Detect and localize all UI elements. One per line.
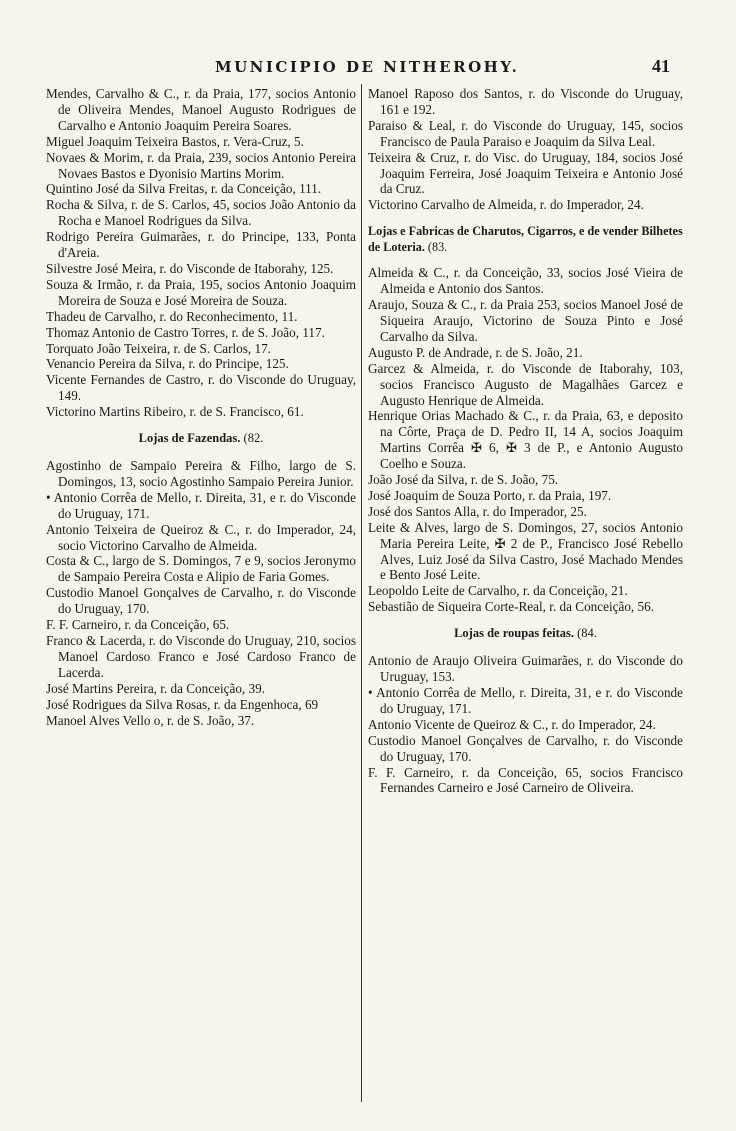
directory-entry: José Joaquim de Souza Porto, r. da Praia, 197.	[368, 487, 612, 503]
left-column	[46, 86, 356, 728]
section-heading-charutos	[368, 223, 683, 255]
directory-entry: Augusto P. de Andrade, r. de S. João, 21.	[368, 344, 583, 360]
section-heading-fazendas	[46, 430, 356, 446]
right-entries-top	[368, 86, 683, 213]
directory-entry: Almeida & C., r. da Conceição, 33, socios José Vieira de Almeida e Antonio dos Santos.	[368, 265, 683, 297]
directory-entry: José Rodrigues da Silva Rosas, r. da Engenhoca, 69	[46, 696, 319, 712]
page-header	[0, 58, 736, 82]
directory-entry: Vicente Fernandes de Castro, r. do Visconde do Uruguay, 149.	[46, 372, 356, 404]
directory-entry: Manoel Alves Vello o, r. de S. João, 37.	[46, 712, 255, 728]
directory-entry: Antonio Vicente de Queiroz & C., r. do Imperador, 24.	[368, 716, 656, 732]
section-title: Lojas e Fabricas de Charutos, Cigarros, e de vender Bilhetes de Loteria.	[368, 224, 683, 255]
right-column	[368, 86, 683, 796]
directory-entry: José dos Santos Alla, r. do Imperador, 25.	[368, 503, 587, 519]
section-heading-roupas	[368, 625, 683, 641]
directory-entry: Leopoldo Leite de Carvalho, r. da Conceição, 21.	[368, 583, 628, 599]
directory-entry: Leite & Alves, largo de S. Domingos, 27, socios Antonio Maria Pereira Leite, ✠ 2 de P., Francisco José Rebello Alves, Luiz José da Silva Castro, José Machado Mendes e Bento José Leite.	[368, 519, 683, 583]
column-divider	[361, 84, 362, 1102]
directory-entry: Paraiso & Leal, r. do Visconde do Uruguay, 145, socios Francisco de Paula Paraiso e Joaquim da Silva Leal.	[368, 117, 683, 149]
section-ref: (84.	[577, 626, 597, 641]
left-entries-top	[46, 86, 356, 420]
directory-entry: Quintino José da Silva Freitas, r. da Conceição, 111.	[46, 181, 322, 197]
section-ref: (82.	[243, 431, 264, 446]
directory-entry: F. F. Carneiro, r. da Conceição, 65, socios Francisco Fernandes Carneiro e José Carneiro de Oliveira.	[368, 764, 683, 796]
directory-entry: • Antonio Corrêa de Mello, r. Direita, 31, e r. do Visconde do Uruguay, 171.	[46, 489, 356, 521]
page-number: 41	[652, 56, 670, 76]
directory-entry: Henrique Orias Machado & C., r. da Praia, 63, e deposito na Côrte, Praça de D. Pedro II, 14 A, socios Joaquim Martins Corrêa ✠ 6, ✠ 3 de P., e Antonio Augusto Coelho e Souza.	[368, 408, 683, 472]
directory-entry: Miguel Joaquim Teixeira Bastos, r. Vera-Cruz, 5.	[46, 133, 304, 149]
directory-entry: Thomaz Antonio de Castro Torres, r. de S. João, 117.	[46, 324, 325, 340]
directory-entry: Teixeira & Cruz, r. do Visc. do Uruguay, 184, socios José Joaquim Ferreira, José Joaquim Teixeira e Antonio José da Cruz.	[368, 149, 683, 197]
section-ref: (83.	[427, 240, 448, 255]
directory-entry: Antonio de Araujo Oliveira Guimarães, r. do Visconde do Uruguay, 153.	[368, 653, 683, 685]
directory-entry: • Antonio Corrêa de Mello, r. Direita, 31, e r. do Visconde do Uruguay, 171.	[368, 685, 683, 716]
directory-entry: Torquato João Teixeira, r. de S. Carlos, 17.	[46, 340, 271, 356]
directory-entry: Novaes & Morim, r. da Praia, 239, socios Antonio Pereira Novaes Bastos e Dyonisio Martins Morim.	[46, 149, 356, 181]
directory-entry: Sebastião de Siqueira Corte-Real, r. da Conceição, 56.	[368, 599, 655, 615]
directory-entry: Souza & Irmão, r. da Praia, 195, socios Antonio Joaquim Moreira de Souza e José Moreira de Souza.	[46, 276, 356, 308]
right-entries-charutos	[368, 265, 683, 615]
page-title: MUNICIPIO DE NITHEROHY.	[215, 58, 520, 76]
directory-entry: Thadeu de Carvalho, r. do Reconhecimento, 11.	[46, 308, 298, 324]
directory-entry: F. F. Carneiro, r. da Conceição, 65.	[46, 617, 230, 633]
directory-entry: Araujo, Souza & C., r. da Praia 253, socios Manoel José de Siqueira Araujo, Victorino de Souza Pinto e José Carvalho da Silva.	[368, 297, 683, 344]
directory-entry: Custodio Manoel Gonçalves de Carvalho, r. do Visconde do Uruguay, 170.	[46, 585, 356, 617]
directory-entry: Manoel Raposo dos Santos, r. do Visconde do Uruguay, 161 e 192.	[368, 86, 683, 117]
directory-entry: Victorino Martins Ribeiro, r. de S. Francisco, 61.	[46, 404, 304, 420]
directory-entry: Victorino Carvalho de Almeida, r. do Imperador, 24.	[368, 197, 644, 213]
directory-entry: Mendes, Carvalho & C., r. da Praia, 177, socios Antonio de Oliveira Mendes, Manoel Augusto Rodrigues de Carvalho e Antonio Joaquim Pereira Soares.	[46, 86, 356, 133]
directory-entry: Agostinho de Sampaio Pereira & Filho, largo de S. Domingos, 13, socio Agostinho Sampaio Pereira Junior.	[46, 458, 356, 489]
right-entries-roupas	[368, 653, 683, 796]
directory-entry: Garcez & Almeida, r. do Visconde de Itaborahy, 103, socios Francisco Augusto de Magalhães Garcez e Augusto Henrique de Almeida.	[368, 360, 683, 408]
directory-entry: Custodio Manoel Gonçalves de Carvalho, r. do Visconde do Uruguay, 170.	[368, 732, 683, 764]
directory-entry: Rocha & Silva, r. de S. Carlos, 45, socios João Antonio da Rocha e Manoel Rodrigues da Silva.	[46, 197, 356, 229]
directory-entry: Venancio Pereira da Silva, r. do Principe, 125.	[46, 356, 289, 372]
directory-entry: José Martins Pereira, r. da Conceição, 39.	[46, 680, 265, 696]
directory-entry: Antonio Teixeira de Queiroz & C., r. do Imperador, 24, socio Victorino Carvalho de Almeida.	[46, 521, 356, 553]
section-title: Lojas de roupas feitas.	[454, 626, 574, 641]
directory-entry: Silvestre José Meira, r. do Visconde de Itaborahy, 125.	[46, 260, 334, 276]
section-title: Lojas de Fazendas.	[138, 431, 241, 446]
left-entries-fazendas	[46, 458, 356, 728]
directory-entry: João José da Silva, r. de S. João, 75.	[368, 472, 559, 488]
directory-entry: Costa & C., largo de S. Domingos, 7 e 9, socios Jeronymo de Sampaio Pereira Costa e Alipio de Faria Gomes.	[46, 553, 356, 585]
directory-entry: Rodrigo Pereira Guimarães, r. do Principe, 133, Ponta d'Areia.	[46, 229, 356, 261]
directory-entry: Franco & Lacerda, r. do Visconde do Uruguay, 210, socios Manoel Cardoso Franco e José Cardoso Franco de Lacerda.	[46, 633, 356, 680]
